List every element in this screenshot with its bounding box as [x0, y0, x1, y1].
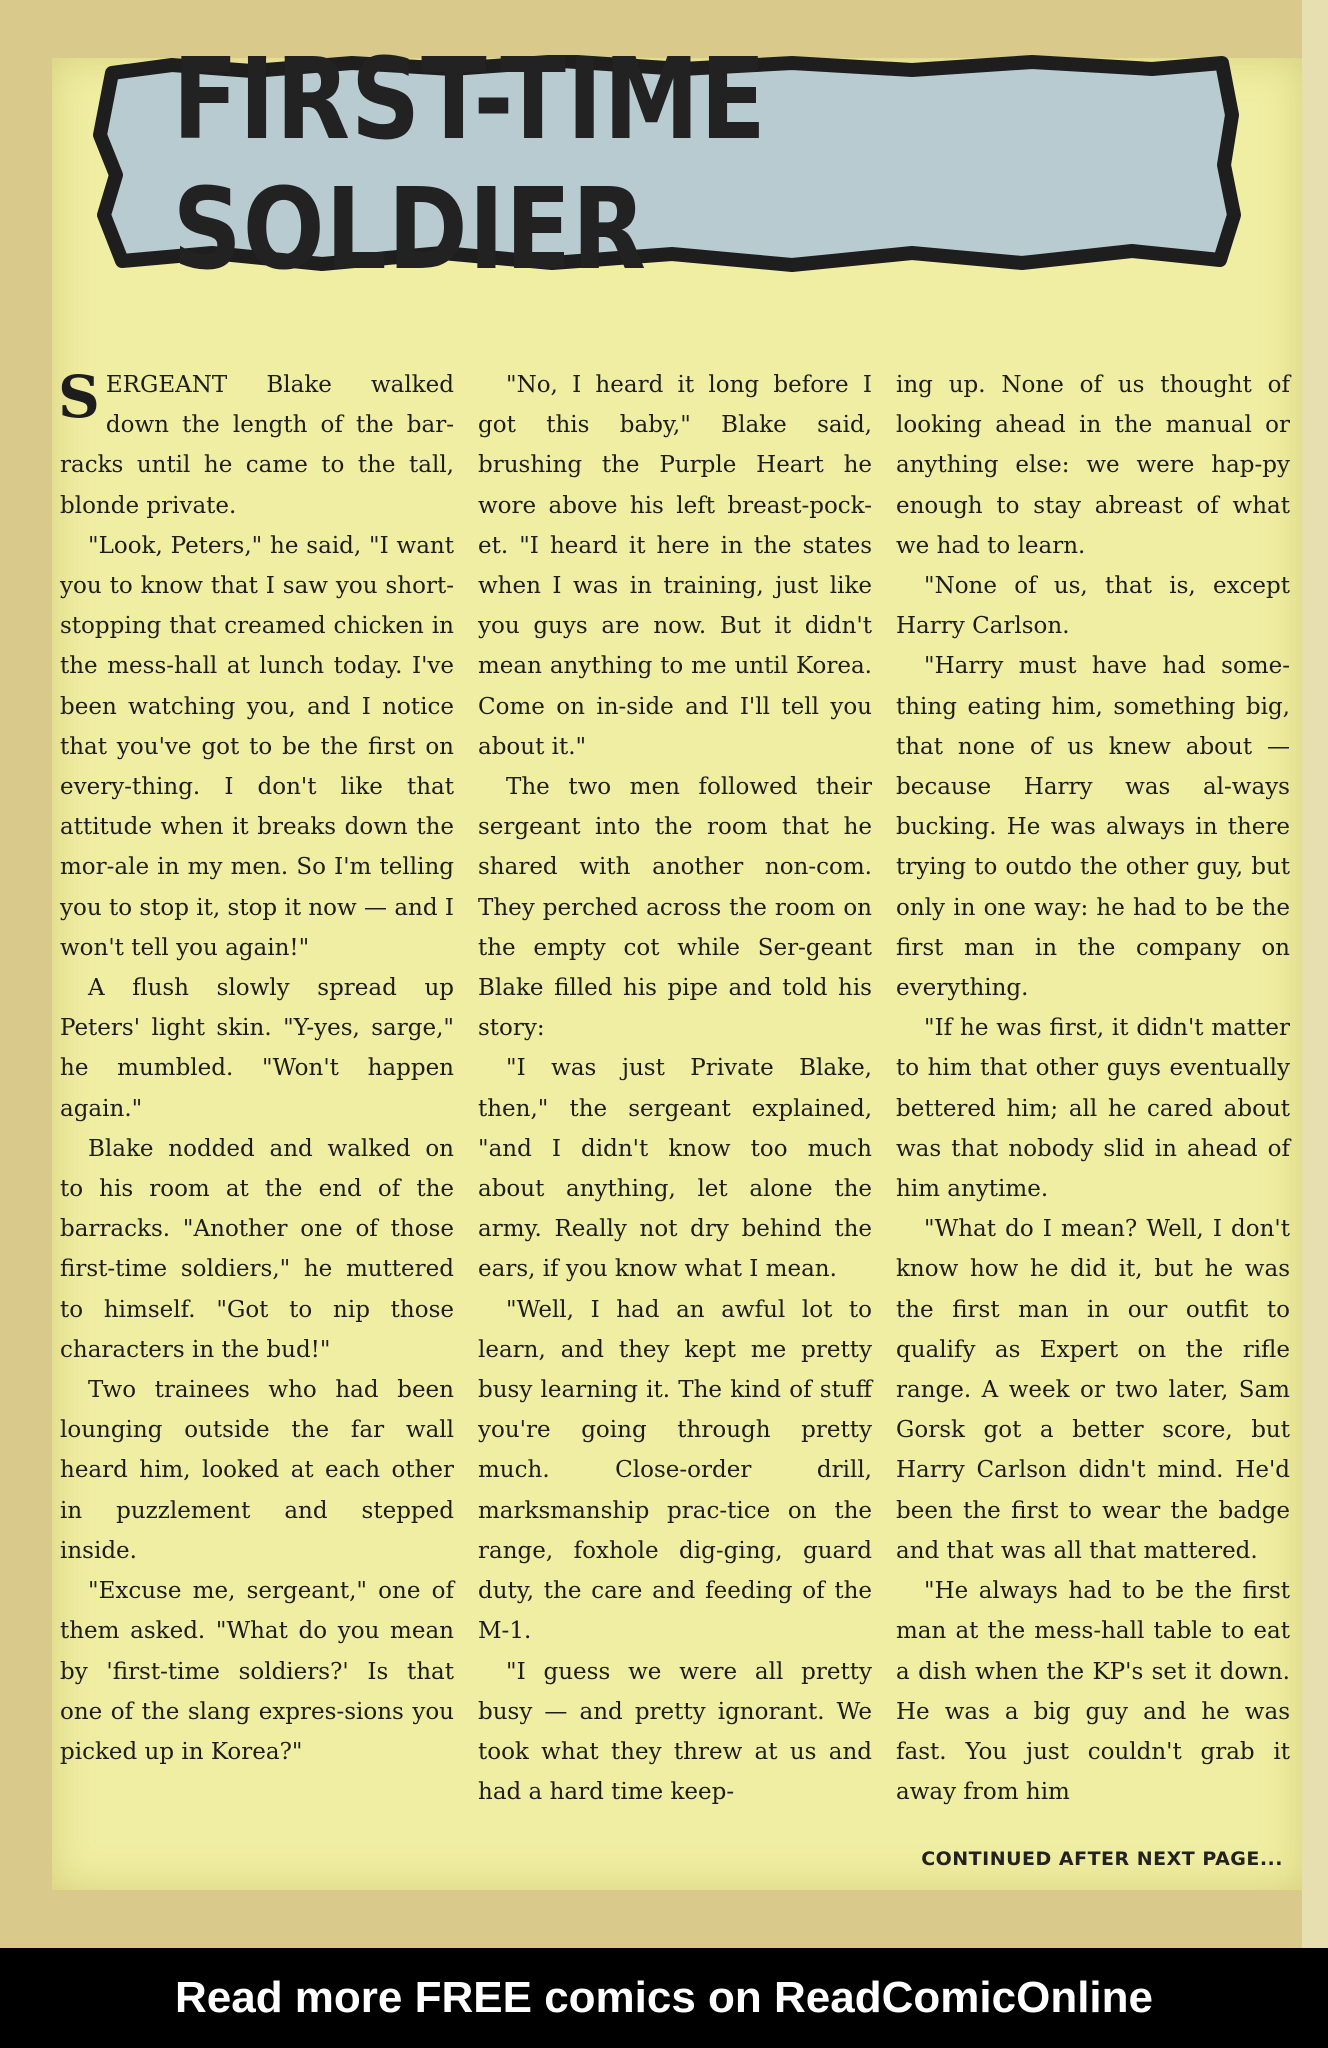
- paragraph: "If he was first, it didn't matter to him that other guys eventually bettered him; all he cared about was that nobody slid in ahead of him anytime.: [896, 1015, 1290, 1203]
- paragraph: "None of us, that is, except Harry Carlson.: [896, 573, 1290, 640]
- paragraph: "He always had to be the first man at the mess-hall table to eat a dish when the KP's set it down. He was a big guy and he was fast. You just couldn't grab it away from him: [896, 1578, 1290, 1806]
- paragraph: "I was just Private Blake, then," the sergeant explained, "and I didn't know too much about anything, let alone the army. Really not dry behind the ears, if you know what I mean.: [478, 1055, 872, 1283]
- paragraph: [60, 365, 454, 526]
- drop-cap: S: [58, 363, 100, 431]
- paragraph: "What do I mean? Well, I don't know how he did it, but he was the first man in our outfit to qualify as Expert on the rifle range. A week or two later, Sam Gorsk got a better score, but Harry Carlson didn't mind. He'd been the first to wear the badge and that was all that mattered.: [896, 1216, 1290, 1564]
- paragraph: ing up. None of us thought of looking ahead in the manual or anything else: we were hap-py enough to stay abreast of what we had to learn.: [896, 372, 1290, 559]
- paragraph: "Well, I had an awful lot to learn, and they kept me pretty busy learning it. The kind of stuff you're going through pretty much. Close-order drill, marksmanship prac-tice on the range, foxhole dig-ging, guard duty, the care and feeding of the M-1.: [478, 1296, 872, 1645]
- footer-banner[interactable]: Read more FREE comics on ReadComicOnline: [0, 1948, 1328, 2048]
- story-title: FIRST-TIME SOLDIER: [172, 35, 767, 295]
- continued-note: CONTINUED AFTER NEXT PAGE...: [921, 1848, 1283, 1870]
- paragraph-text: ERGEANT Blake walked down the length of the bar-racks until he came to the tall, blonde private.: [60, 372, 454, 519]
- column-1: [60, 365, 454, 1845]
- paragraph: The two men followed their sergeant into the room that he shared with another non-com. They perched across the room on the empty cot while Ser-geant Blake filled his pipe and told his story:: [478, 774, 872, 1042]
- title-banner: [92, 35, 1242, 295]
- paragraph: A flush slowly spread up Peters' light skin. "Y-yes, sarge," he mumbled. "Won't happen again.": [60, 975, 454, 1122]
- column-2: [478, 365, 872, 1845]
- paragraph: "Excuse me, sergeant," one of them asked. "What do you mean by 'first-time soldiers?' Is that one of the slang expres-sions you picked up in Korea?": [60, 1578, 454, 1765]
- story-columns: [60, 365, 1290, 1845]
- paragraph: "Look, Peters," he said, "I want you to know that I saw you short-stopping that creamed chicken in the mess-hall at lunch today. I've been watching you, and I notice that you've got to be the first on every-thing. I don't like that attitude when it breaks down the mor-ale in my men. So I'm telling you to stop it, stop it now — and I won't tell you again!": [60, 532, 454, 961]
- paragraph: "No, I heard it long before I got this baby," Blake said, brushing the Purple Heart he wore above his left breast-pock-et. "I heard it here in the states when I was in training, just like you guys are now. But it didn't mean anything to me until Korea. Come on in-side and I'll tell you about it.": [478, 372, 872, 760]
- paragraph: Blake nodded and walked on to his room at the end of the barracks. "Another one of those first-time soldiers," he muttered to himself. "Got to nip those characters in the bud!": [60, 1135, 454, 1363]
- paragraph: "I guess we were all pretty busy — and pretty ignorant. We took what they threw at us and had a hard time keep-: [478, 1658, 872, 1806]
- paragraph: "Harry must have had some-thing eating him, something big, that none of us knew about — because Harry was al-ways bucking. He was always in there trying to outdo the other guy, but only in one way: he had to be the first man in the company on everything.: [896, 653, 1290, 1002]
- paragraph: Two trainees who had been lounging outside the far wall heard him, looked at each other in puzzlement and stepped inside.: [60, 1377, 454, 1564]
- page-edge: [1302, 0, 1328, 1948]
- column-3: [896, 365, 1290, 1845]
